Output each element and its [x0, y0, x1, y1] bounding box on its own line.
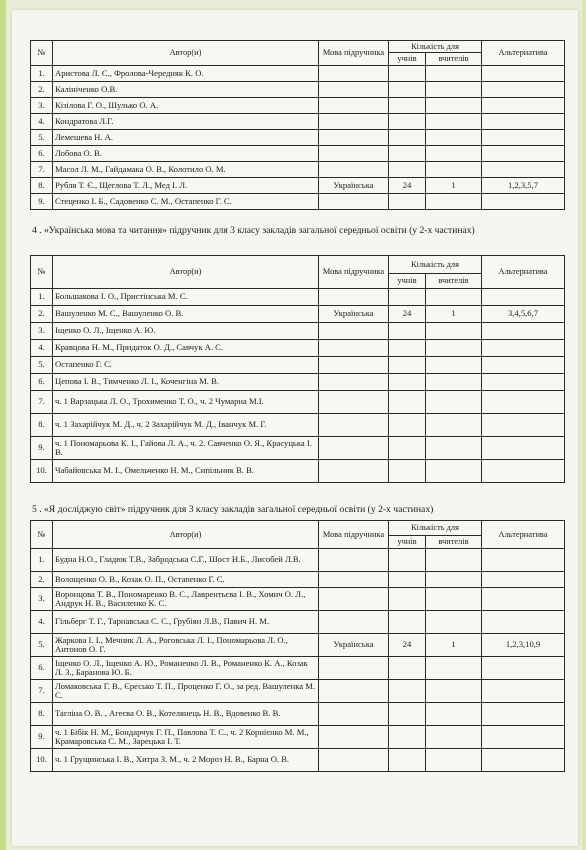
cell-lang: Українська — [319, 634, 389, 657]
table-row — [31, 289, 565, 306]
cell-author: ч. 1 Грущинська І. В., Хитра З. М., ч. 2 Мороз Н. В., Барна О. В. — [53, 749, 319, 772]
cell-author: Лобова О. В. — [53, 146, 319, 162]
cell-teachers — [426, 657, 482, 680]
cell-alt — [482, 437, 565, 460]
cell-teachers — [426, 572, 482, 588]
cell-author: Лемешева Н. А. — [53, 130, 319, 146]
table-row — [31, 306, 565, 323]
cell-lang — [319, 572, 389, 588]
cell-author: Кравцова Н. М., Придаток О. Д., Савчук А. С. — [53, 340, 319, 357]
cell-author: Рубля Т. Є., Щеглова Т. Л., Мед І. Л. — [53, 178, 319, 194]
table-row — [31, 437, 565, 460]
cell-alt — [482, 146, 565, 162]
cell-teachers — [426, 611, 482, 634]
cell-number: 10. — [31, 749, 53, 772]
header-teachers: вчителів — [426, 53, 482, 66]
cell-author: Кондратова Л.Г. — [53, 114, 319, 130]
cell-teachers — [426, 549, 482, 572]
cell-author: Большакова І. О., Пристінська М. С. — [53, 289, 319, 306]
table-row — [31, 414, 565, 437]
header-alternative: Альтернатива — [482, 41, 565, 66]
cell-students — [389, 657, 426, 680]
cell-author: Вашуленко М. С., Вашуленко О. В. — [53, 306, 319, 323]
cell-number: 4. — [31, 114, 53, 130]
cell-number: 1. — [31, 289, 53, 306]
cell-teachers — [426, 357, 482, 374]
cell-number: 9. — [31, 726, 53, 749]
cell-lang — [319, 749, 389, 772]
cell-alt — [482, 340, 565, 357]
table-row — [31, 634, 565, 657]
cell-number: 3. — [31, 323, 53, 340]
cell-lang — [319, 194, 389, 210]
table-row — [31, 357, 565, 374]
cell-author: Чабайовська М. І., Омельченко Н. М., Cипільник В. В. — [53, 460, 319, 483]
table-row — [31, 391, 565, 414]
cell-number: 2. — [31, 572, 53, 588]
header-teachers: вчителів — [426, 536, 482, 549]
cell-students — [389, 114, 426, 130]
cell-lang — [319, 703, 389, 726]
cell-alt — [482, 460, 565, 483]
table-row — [31, 340, 565, 357]
cell-number: 2. — [31, 306, 53, 323]
cell-lang — [319, 726, 389, 749]
cell-alt — [482, 726, 565, 749]
cell-teachers: 1 — [426, 178, 482, 194]
cell-students — [389, 588, 426, 611]
cell-author: Ломаковська Г. В., Єресько Т. П., Проценко Г. О., за ред. Вашуленка М. С. — [53, 680, 319, 703]
table-row — [31, 611, 565, 634]
table-row — [31, 549, 565, 572]
cell-students — [389, 146, 426, 162]
cell-lang — [319, 549, 389, 572]
header-author: Автор(и) — [53, 521, 319, 549]
cell-number: 8. — [31, 178, 53, 194]
cell-lang — [319, 289, 389, 306]
cell-alt — [482, 703, 565, 726]
cell-teachers — [426, 726, 482, 749]
cell-students: 24 — [389, 306, 426, 323]
cell-author: Іщенко О. Л., Іщенко А. Ю. — [53, 323, 319, 340]
cell-students — [389, 323, 426, 340]
header-language: Мова підручника — [319, 41, 389, 66]
table-row — [31, 146, 565, 162]
header-teachers: вчителів — [426, 274, 482, 289]
cell-alt — [482, 114, 565, 130]
cell-lang — [319, 611, 389, 634]
cell-alt — [482, 66, 565, 82]
cell-students — [389, 194, 426, 210]
cell-students — [389, 374, 426, 391]
cell-students — [389, 437, 426, 460]
cell-lang — [319, 323, 389, 340]
cell-teachers — [426, 437, 482, 460]
cell-students — [389, 460, 426, 483]
cell-author: Будна Н.О., Гладюк Т.В., Забродська С.Г., Шост Н.Б., Лисобей Л.В. — [53, 549, 319, 572]
cell-students — [389, 391, 426, 414]
cell-students — [389, 66, 426, 82]
cell-teachers — [426, 66, 482, 82]
table-row — [31, 114, 565, 130]
cell-author: Тагліна О. В. , Агеєва О. В., Котелянець Н. В., Вдовенко В. В. — [53, 703, 319, 726]
header-alternative: Альтернатива — [482, 256, 565, 289]
cell-teachers — [426, 374, 482, 391]
header-number: № — [31, 256, 53, 289]
cell-lang — [319, 66, 389, 82]
right-accent-bar — [582, 0, 586, 850]
cell-author: Остапенко Г. С. — [53, 357, 319, 374]
cell-lang: Українська — [319, 306, 389, 323]
cell-alt — [482, 391, 565, 414]
cell-lang — [319, 437, 389, 460]
cell-alt — [482, 611, 565, 634]
table-row — [31, 130, 565, 146]
table-row — [31, 588, 565, 611]
table-row — [31, 194, 565, 210]
cell-author: ч. 1 Варзацька Л. О., Трохименко Т. О., ч. 2 Чумарна М.І. — [53, 391, 319, 414]
cell-lang — [319, 414, 389, 437]
cell-teachers: 1 — [426, 306, 482, 323]
cell-teachers — [426, 680, 482, 703]
cell-author: Кізілова Г. О., Шулько О. А. — [53, 98, 319, 114]
table-row — [31, 82, 565, 98]
cell-students — [389, 82, 426, 98]
cell-alt — [482, 588, 565, 611]
header-number: № — [31, 41, 53, 66]
cell-students: 24 — [389, 178, 426, 194]
cell-alt — [482, 657, 565, 680]
cell-number: 9. — [31, 194, 53, 210]
cell-number: 1. — [31, 66, 53, 82]
textbook-table-2 — [30, 255, 565, 483]
cell-students — [389, 289, 426, 306]
textbook-table-1 — [30, 40, 565, 210]
cell-author: Жаркова І. І., Мечник Л. А., Роговська Л. І., Пономарьова Л. О., Антонов О. Г. — [53, 634, 319, 657]
header-quantity: Кількість для — [389, 521, 482, 536]
cell-lang — [319, 374, 389, 391]
cell-author: ч. 1 Захарійчук М. Д., ч. 2 Захарійчук М. Д., Іванчук М. Г. — [53, 414, 319, 437]
cell-teachers: 1 — [426, 634, 482, 657]
cell-lang — [319, 340, 389, 357]
table-row — [31, 374, 565, 391]
cell-lang — [319, 82, 389, 98]
cell-alt — [482, 374, 565, 391]
cell-alt — [482, 749, 565, 772]
table-row — [31, 680, 565, 703]
cell-number: 7. — [31, 391, 53, 414]
cell-alt — [482, 130, 565, 146]
cell-author: Воронцова Т. В., Пономаренко В. С., Лаврентьєва І. В., Хомич О. Л., Андрук Н. В., Василенко К. С. — [53, 588, 319, 611]
document-page — [12, 10, 578, 846]
table-row — [31, 66, 565, 82]
cell-number: 3. — [31, 98, 53, 114]
cell-number: 2. — [31, 82, 53, 98]
cell-students — [389, 162, 426, 178]
cell-alt — [482, 289, 565, 306]
cell-students: 24 — [389, 634, 426, 657]
cell-students — [389, 130, 426, 146]
cell-alt — [482, 323, 565, 340]
section-title-4: 4 . «Українська мова та читання» підручник для 3 класу закладів загальної середньої освіти (у 2-х частинах) — [32, 225, 475, 236]
cell-lang — [319, 657, 389, 680]
cell-lang — [319, 162, 389, 178]
cell-students — [389, 703, 426, 726]
cell-teachers — [426, 114, 482, 130]
cell-author: Цепова І. В., Тимченко Л. І., Коченгіна М. В. — [53, 374, 319, 391]
cell-lang — [319, 114, 389, 130]
cell-number: 5. — [31, 357, 53, 374]
table-row — [31, 98, 565, 114]
table-row — [31, 657, 565, 680]
cell-author: Аристова Л. С., Фролова-Чередняк К. О. — [53, 66, 319, 82]
cell-teachers — [426, 146, 482, 162]
cell-author: Волощенко О. В., Козак О. П., Остапенко Г. С. — [53, 572, 319, 588]
table-row — [31, 703, 565, 726]
cell-number: 6. — [31, 374, 53, 391]
cell-teachers — [426, 82, 482, 98]
cell-alt — [482, 572, 565, 588]
cell-author: ч. 1 Пономарьова К. І., Гайова Л. А., ч. 2. Савченко О. Я., Красуцька І. В. — [53, 437, 319, 460]
header-alternative: Альтернатива — [482, 521, 565, 549]
cell-teachers — [426, 588, 482, 611]
header-students: учнів — [389, 53, 426, 66]
cell-teachers — [426, 162, 482, 178]
cell-students — [389, 98, 426, 114]
cell-lang — [319, 130, 389, 146]
cell-lang — [319, 680, 389, 703]
cell-alt — [482, 414, 565, 437]
table-row — [31, 460, 565, 483]
cell-alt — [482, 680, 565, 703]
cell-author: Калініченко О.В. — [53, 82, 319, 98]
cell-lang — [319, 98, 389, 114]
cell-alt — [482, 549, 565, 572]
cell-number: 5. — [31, 130, 53, 146]
cell-teachers — [426, 340, 482, 357]
cell-students — [389, 572, 426, 588]
cell-lang — [319, 391, 389, 414]
cell-students — [389, 680, 426, 703]
cell-number: 6. — [31, 657, 53, 680]
cell-teachers — [426, 703, 482, 726]
cell-number: 10. — [31, 460, 53, 483]
cell-alt: 1,2,3,5,7 — [482, 178, 565, 194]
header-author: Автор(и) — [53, 41, 319, 66]
cell-teachers — [426, 194, 482, 210]
cell-students — [389, 726, 426, 749]
table-row — [31, 726, 565, 749]
cell-author: Гільберг Т. Г., Тарнавська С. С., Грубіян Л.В., Павич Н. М. — [53, 611, 319, 634]
cell-lang — [319, 460, 389, 483]
cell-alt — [482, 194, 565, 210]
cell-lang — [319, 357, 389, 374]
header-number: № — [31, 521, 53, 549]
cell-teachers — [426, 130, 482, 146]
cell-number: 5. — [31, 634, 53, 657]
table-row — [31, 178, 565, 194]
cell-alt — [482, 82, 565, 98]
cell-author: Іщенко О. Л., Іщенко А. Ю., Романенко Л. В., Романенко К. А., Козак Л. З., Баранова Ю. Б. — [53, 657, 319, 680]
cell-alt: 1,2,3,10,9 — [482, 634, 565, 657]
cell-lang: Українська — [319, 178, 389, 194]
cell-students — [389, 340, 426, 357]
header-language: Мова підручника — [319, 256, 389, 289]
table-row — [31, 749, 565, 772]
cell-alt — [482, 98, 565, 114]
section-title-5: 5 . «Я досліджую світ» підручник для 3 класу закладів загальної середньої освіти (у 2-х частинах) — [32, 504, 434, 515]
cell-alt — [482, 162, 565, 178]
header-students: учнів — [389, 274, 426, 289]
cell-author: ч. 1 Бібік Н. М., Бондарчук Г. П., Павлова Т. С., ч. 2 Корнієнко М. М., Крамаровська С. М., Зарецька І. Т. — [53, 726, 319, 749]
cell-number: 9. — [31, 437, 53, 460]
table-row — [31, 323, 565, 340]
cell-students — [389, 611, 426, 634]
header-language: Мова підручника — [319, 521, 389, 549]
cell-author: Масол Л. М., Гайдамака О. В., Колотило О. М. — [53, 162, 319, 178]
cell-author: Стеценко І. Б., Садовенко С. М., Остапенко Г. С. — [53, 194, 319, 210]
left-accent-bar — [0, 0, 6, 850]
header-quantity: Кількість для — [389, 256, 482, 274]
header-students: учнів — [389, 536, 426, 549]
table-row — [31, 162, 565, 178]
cell-number: 7. — [31, 680, 53, 703]
cell-teachers — [426, 98, 482, 114]
cell-number: 6. — [31, 146, 53, 162]
cell-number: 8. — [31, 703, 53, 726]
cell-teachers — [426, 391, 482, 414]
cell-number: 7. — [31, 162, 53, 178]
cell-number: 1. — [31, 549, 53, 572]
cell-number: 3. — [31, 588, 53, 611]
cell-number: 4. — [31, 611, 53, 634]
cell-teachers — [426, 289, 482, 306]
header-quantity: Кількість для — [389, 41, 482, 53]
cell-students — [389, 414, 426, 437]
cell-teachers — [426, 749, 482, 772]
cell-alt: 3,4,5,6,7 — [482, 306, 565, 323]
cell-students — [389, 357, 426, 374]
textbook-table-3 — [30, 520, 565, 772]
cell-students — [389, 549, 426, 572]
cell-teachers — [426, 323, 482, 340]
cell-lang — [319, 588, 389, 611]
cell-alt — [482, 357, 565, 374]
cell-lang — [319, 146, 389, 162]
cell-teachers — [426, 414, 482, 437]
cell-number: 4. — [31, 340, 53, 357]
cell-number: 8. — [31, 414, 53, 437]
table-row — [31, 572, 565, 588]
header-author: Автор(и) — [53, 256, 319, 289]
cell-teachers — [426, 460, 482, 483]
cell-students — [389, 749, 426, 772]
